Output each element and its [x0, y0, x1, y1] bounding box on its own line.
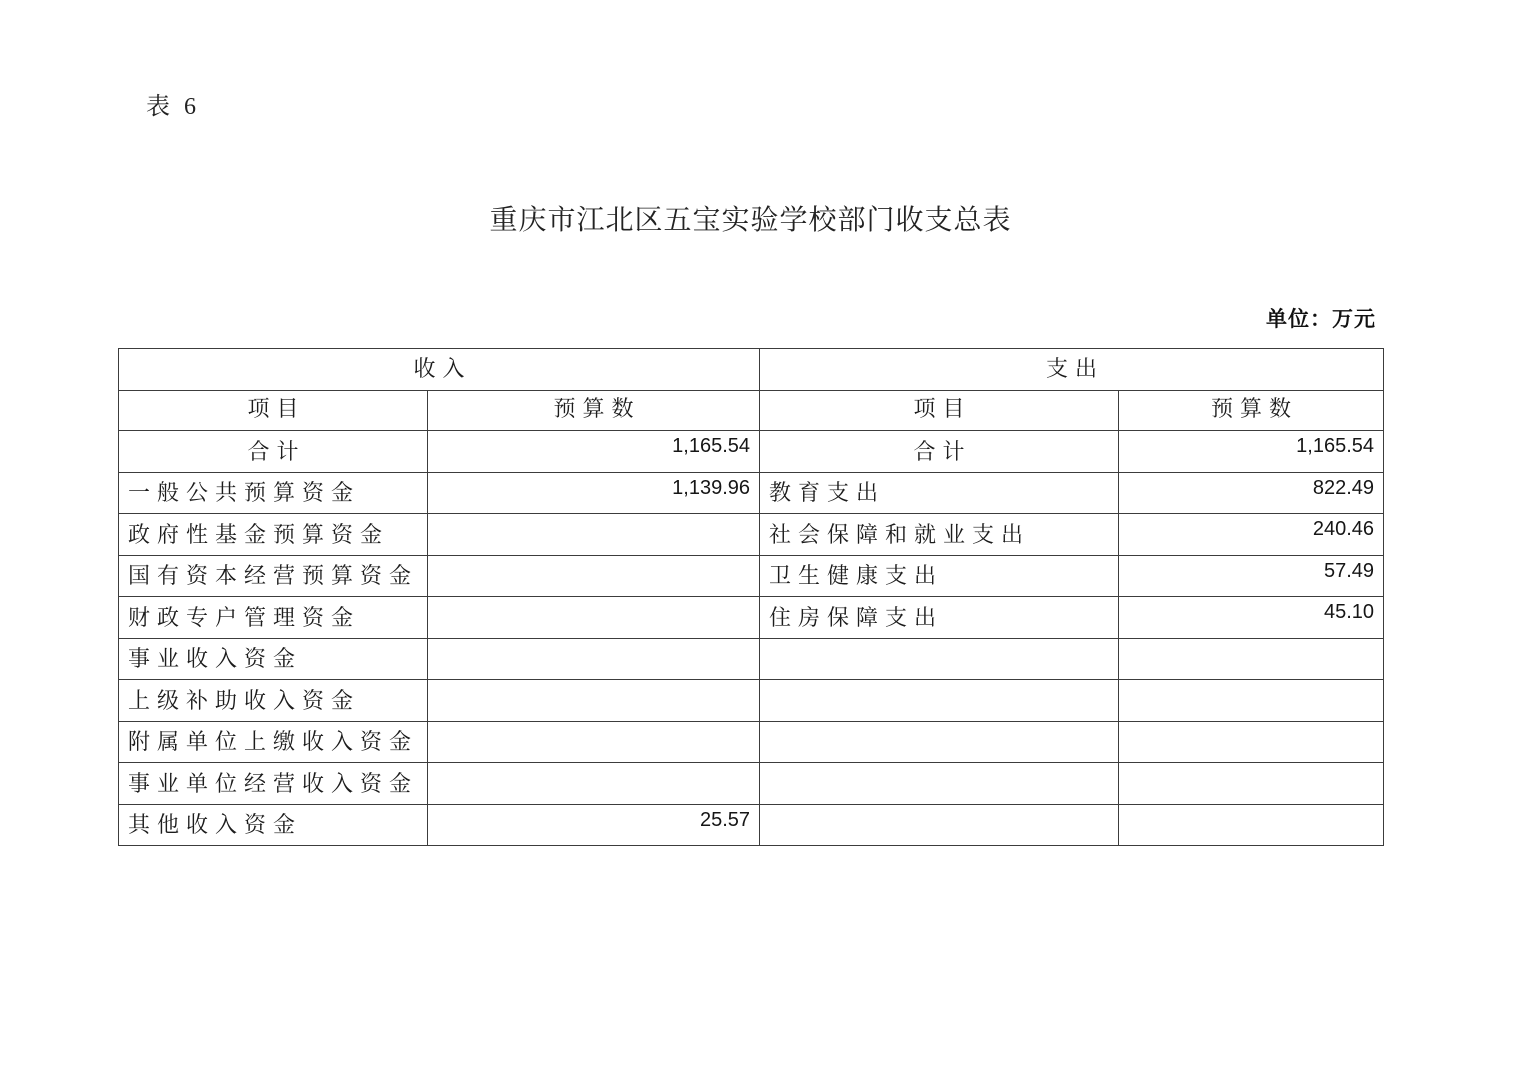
table-row [119, 472, 1384, 514]
expenditure-item [760, 804, 1119, 846]
column-header-row [119, 391, 1384, 431]
income-item: 事业单位经营收入资金 [119, 763, 428, 805]
table-number-label: 表 6 [146, 94, 200, 120]
income-budget-value [428, 514, 760, 556]
expenditure-item [760, 721, 1119, 763]
expenditure-item: 教育支出 [760, 472, 1119, 514]
income-budget-value: 1,139.96 [428, 472, 760, 514]
table-row [119, 680, 1384, 722]
expenditure-budget-value: 240.46 [1119, 514, 1384, 556]
expenditure-budget-value: 45.10 [1119, 597, 1384, 639]
income-item: 政府性基金预算资金 [119, 514, 428, 556]
income-item: 财政专户管理资金 [119, 597, 428, 639]
table-row [119, 638, 1384, 680]
section-header-row [119, 349, 1384, 391]
expenditure-item [760, 638, 1119, 680]
expenditure-budget-value: 1,165.54 [1119, 431, 1384, 473]
expenditure-budget-value [1119, 804, 1384, 846]
income-item: 合计 [119, 431, 428, 473]
income-budget-column-header: 预算数 [428, 391, 760, 431]
income-item: 事业收入资金 [119, 638, 428, 680]
income-section-header: 收入 [119, 349, 760, 391]
income-item: 附属单位上缴收入资金 [119, 721, 428, 763]
table-row [119, 763, 1384, 805]
table-row [119, 804, 1384, 846]
income-budget-value [428, 763, 760, 805]
expenditure-item: 住房保障支出 [760, 597, 1119, 639]
income-budget-value [428, 721, 760, 763]
table-row [119, 514, 1384, 556]
expenditure-item [760, 680, 1119, 722]
expenditure-budget-value: 57.49 [1119, 555, 1384, 597]
expenditure-budget-value [1119, 680, 1384, 722]
income-budget-value [428, 597, 760, 639]
income-item: 其他收入资金 [119, 804, 428, 846]
income-budget-value [428, 680, 760, 722]
expenditure-item-column-header: 项目 [760, 391, 1119, 431]
income-item: 上级补助收入资金 [119, 680, 428, 722]
income-budget-value: 1,165.54 [428, 431, 760, 473]
expenditure-section-header: 支出 [760, 349, 1384, 391]
income-budget-value [428, 638, 760, 680]
expenditure-budget-column-header: 预算数 [1119, 391, 1384, 431]
income-budget-value [428, 555, 760, 597]
expenditure-item: 社会保障和就业支出 [760, 514, 1119, 556]
expenditure-item: 合计 [760, 431, 1119, 473]
table-row [119, 597, 1384, 639]
income-item-column-header: 项目 [119, 391, 428, 431]
expenditure-item [760, 763, 1119, 805]
expenditure-budget-value: 822.49 [1119, 472, 1384, 514]
page-title: 重庆市江北区五宝实验学校部门收支总表 [489, 205, 1012, 236]
table-row-total [119, 431, 1384, 473]
income-item: 一般公共预算资金 [119, 472, 428, 514]
expenditure-budget-value [1119, 638, 1384, 680]
table-row [119, 555, 1384, 597]
expenditure-budget-value [1119, 721, 1384, 763]
table-row [119, 721, 1384, 763]
expenditure-item: 卫生健康支出 [760, 555, 1119, 597]
budget-summary-table [118, 348, 1384, 846]
unit-note: 单位：万元 [1266, 308, 1376, 331]
expenditure-budget-value [1119, 763, 1384, 805]
income-item: 国有资本经营预算资金 [119, 555, 428, 597]
income-budget-value: 25.57 [428, 804, 760, 846]
